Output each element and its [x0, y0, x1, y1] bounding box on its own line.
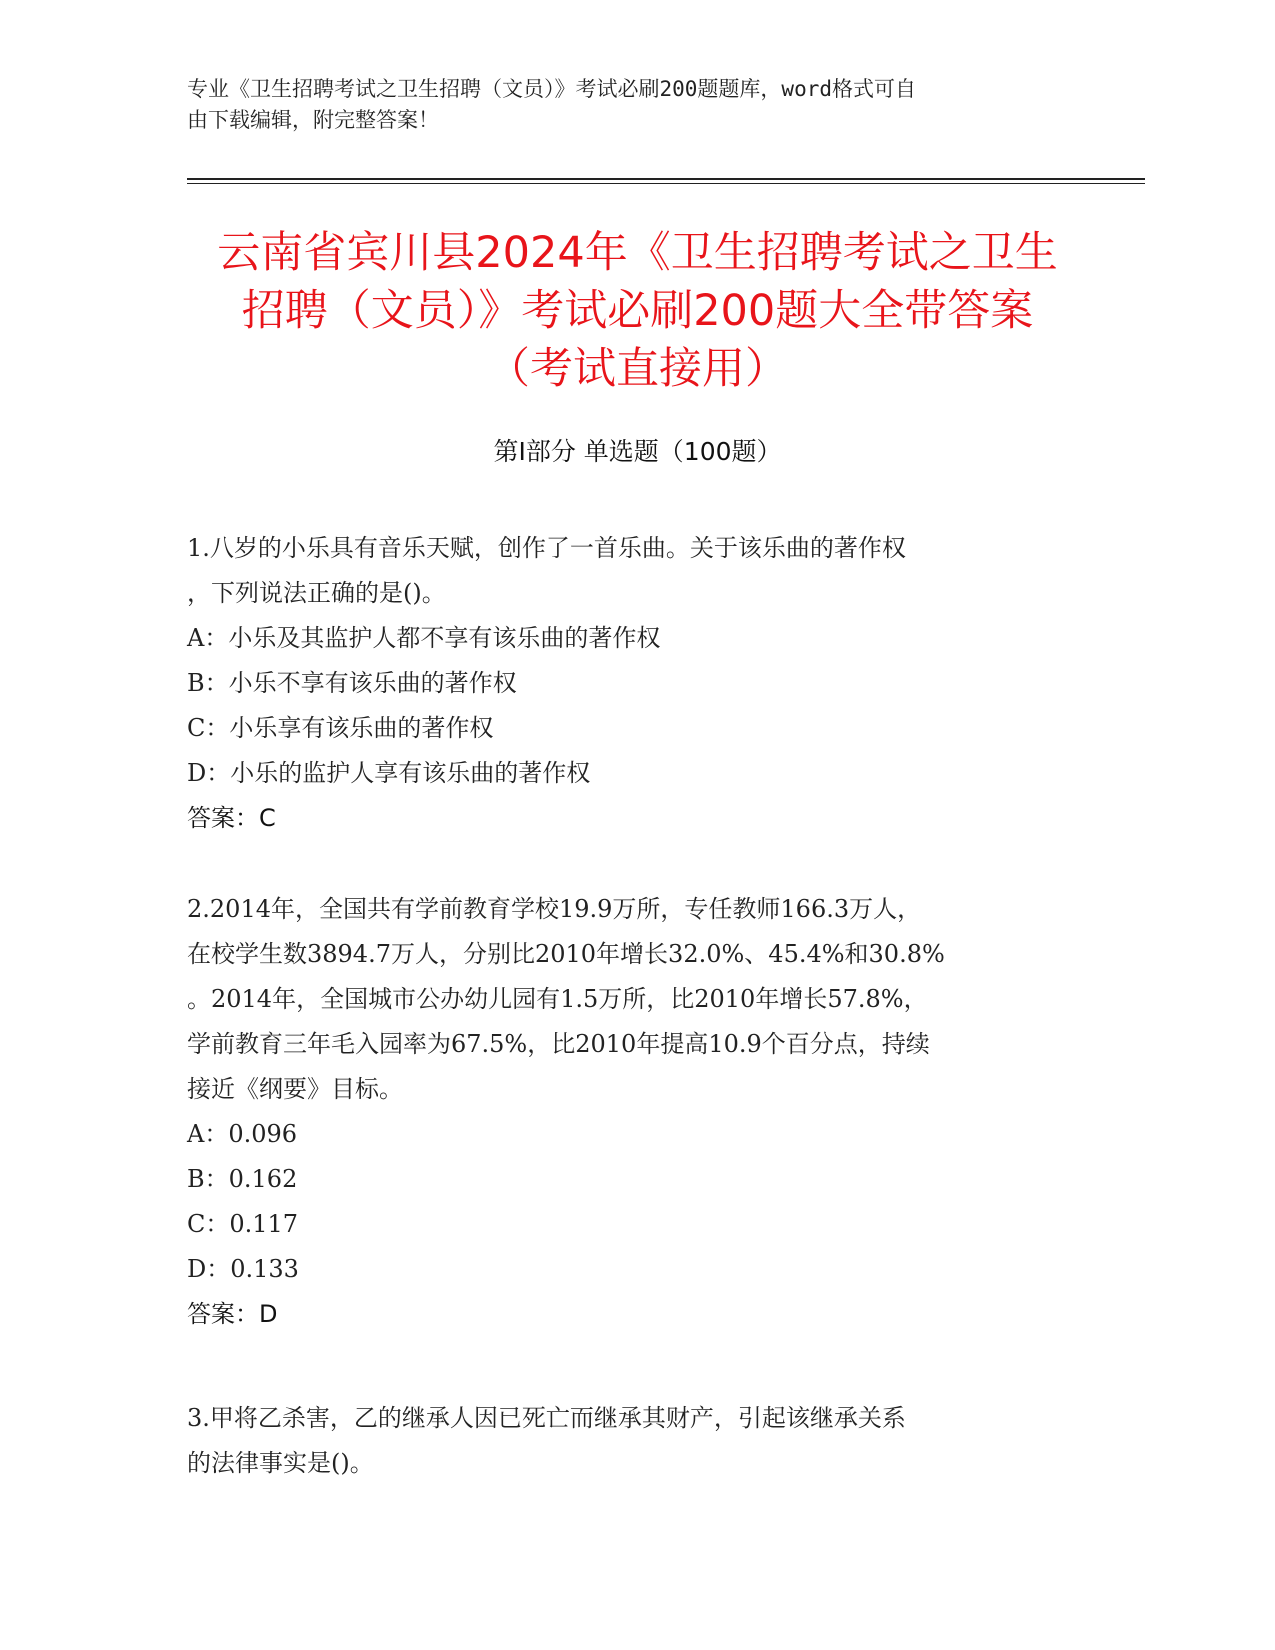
- document-title-line: （考试直接用）: [487, 344, 788, 394]
- question-stem-line: 1.八岁的小乐具有音乐天赋，创作了一首乐曲。关于该乐曲的著作权: [187, 534, 906, 562]
- header-note-line: 专业《卫生招聘考试之卫生招聘（文员）》考试必刷200题题库，word格式可自: [187, 77, 916, 101]
- question-stem-line: 3.甲将乙杀害，乙的继承人因已死亡而继承其财产，引起该继承关系: [187, 1404, 906, 1432]
- option-a: A：0.096: [187, 1120, 298, 1148]
- option-a: A：小乐及其监护人都不享有该乐曲的著作权: [187, 624, 661, 652]
- question-stem-line: ，下列说法正确的是()。: [187, 579, 446, 607]
- question-stem-line: 。2014年，全国城市公办幼儿园有1.5万所，比2010年增长57.8%，: [187, 985, 928, 1013]
- question-stem-line: 接近《纲要》目标。: [187, 1075, 403, 1103]
- option-b: B：小乐不享有该乐曲的著作权: [187, 669, 517, 697]
- header-note-line: 由下载编辑，附完整答案！: [187, 108, 439, 132]
- option-b: B：0.162: [187, 1165, 298, 1193]
- question-block: [187, 887, 1087, 1337]
- question-stem-line: 的法律事实是()。: [187, 1449, 374, 1477]
- document-title-line: 招聘（文员）》考试必刷200题大全带答案: [241, 286, 1034, 336]
- answer-line: 答案：D: [187, 1300, 278, 1328]
- question-block: [187, 526, 1087, 841]
- option-c: C：0.117: [187, 1210, 299, 1238]
- header-divider-thick: [187, 178, 1145, 180]
- question-stem-line: 在校学生数3894.7万人，分别比2010年增长32.0%、45.4%和30.8%: [187, 940, 945, 968]
- question-stem-line: 学前教育三年毛入园率为67.5%，比2010年提高10.9个百分点，持续: [187, 1030, 930, 1058]
- question-block: [187, 1396, 1087, 1486]
- option-c: C：小乐享有该乐曲的著作权: [187, 714, 494, 742]
- answer-line: 答案：C: [187, 804, 276, 832]
- option-d: D：小乐的监护人享有该乐曲的著作权: [187, 759, 591, 787]
- header-note: [187, 74, 1087, 136]
- document-title-line: 云南省宾川县2024年《卫生招聘考试之卫生: [217, 228, 1058, 278]
- header-divider-thin: [187, 183, 1145, 184]
- question-stem-line: 2.2014年，全国共有学前教育学校19.9万所，专任教师166.3万人，: [187, 895, 922, 923]
- option-d: D：0.133: [187, 1255, 299, 1283]
- document-title: [140, 224, 1135, 398]
- section-title: 第Ⅰ部分 单选题（100题）: [493, 437, 782, 466]
